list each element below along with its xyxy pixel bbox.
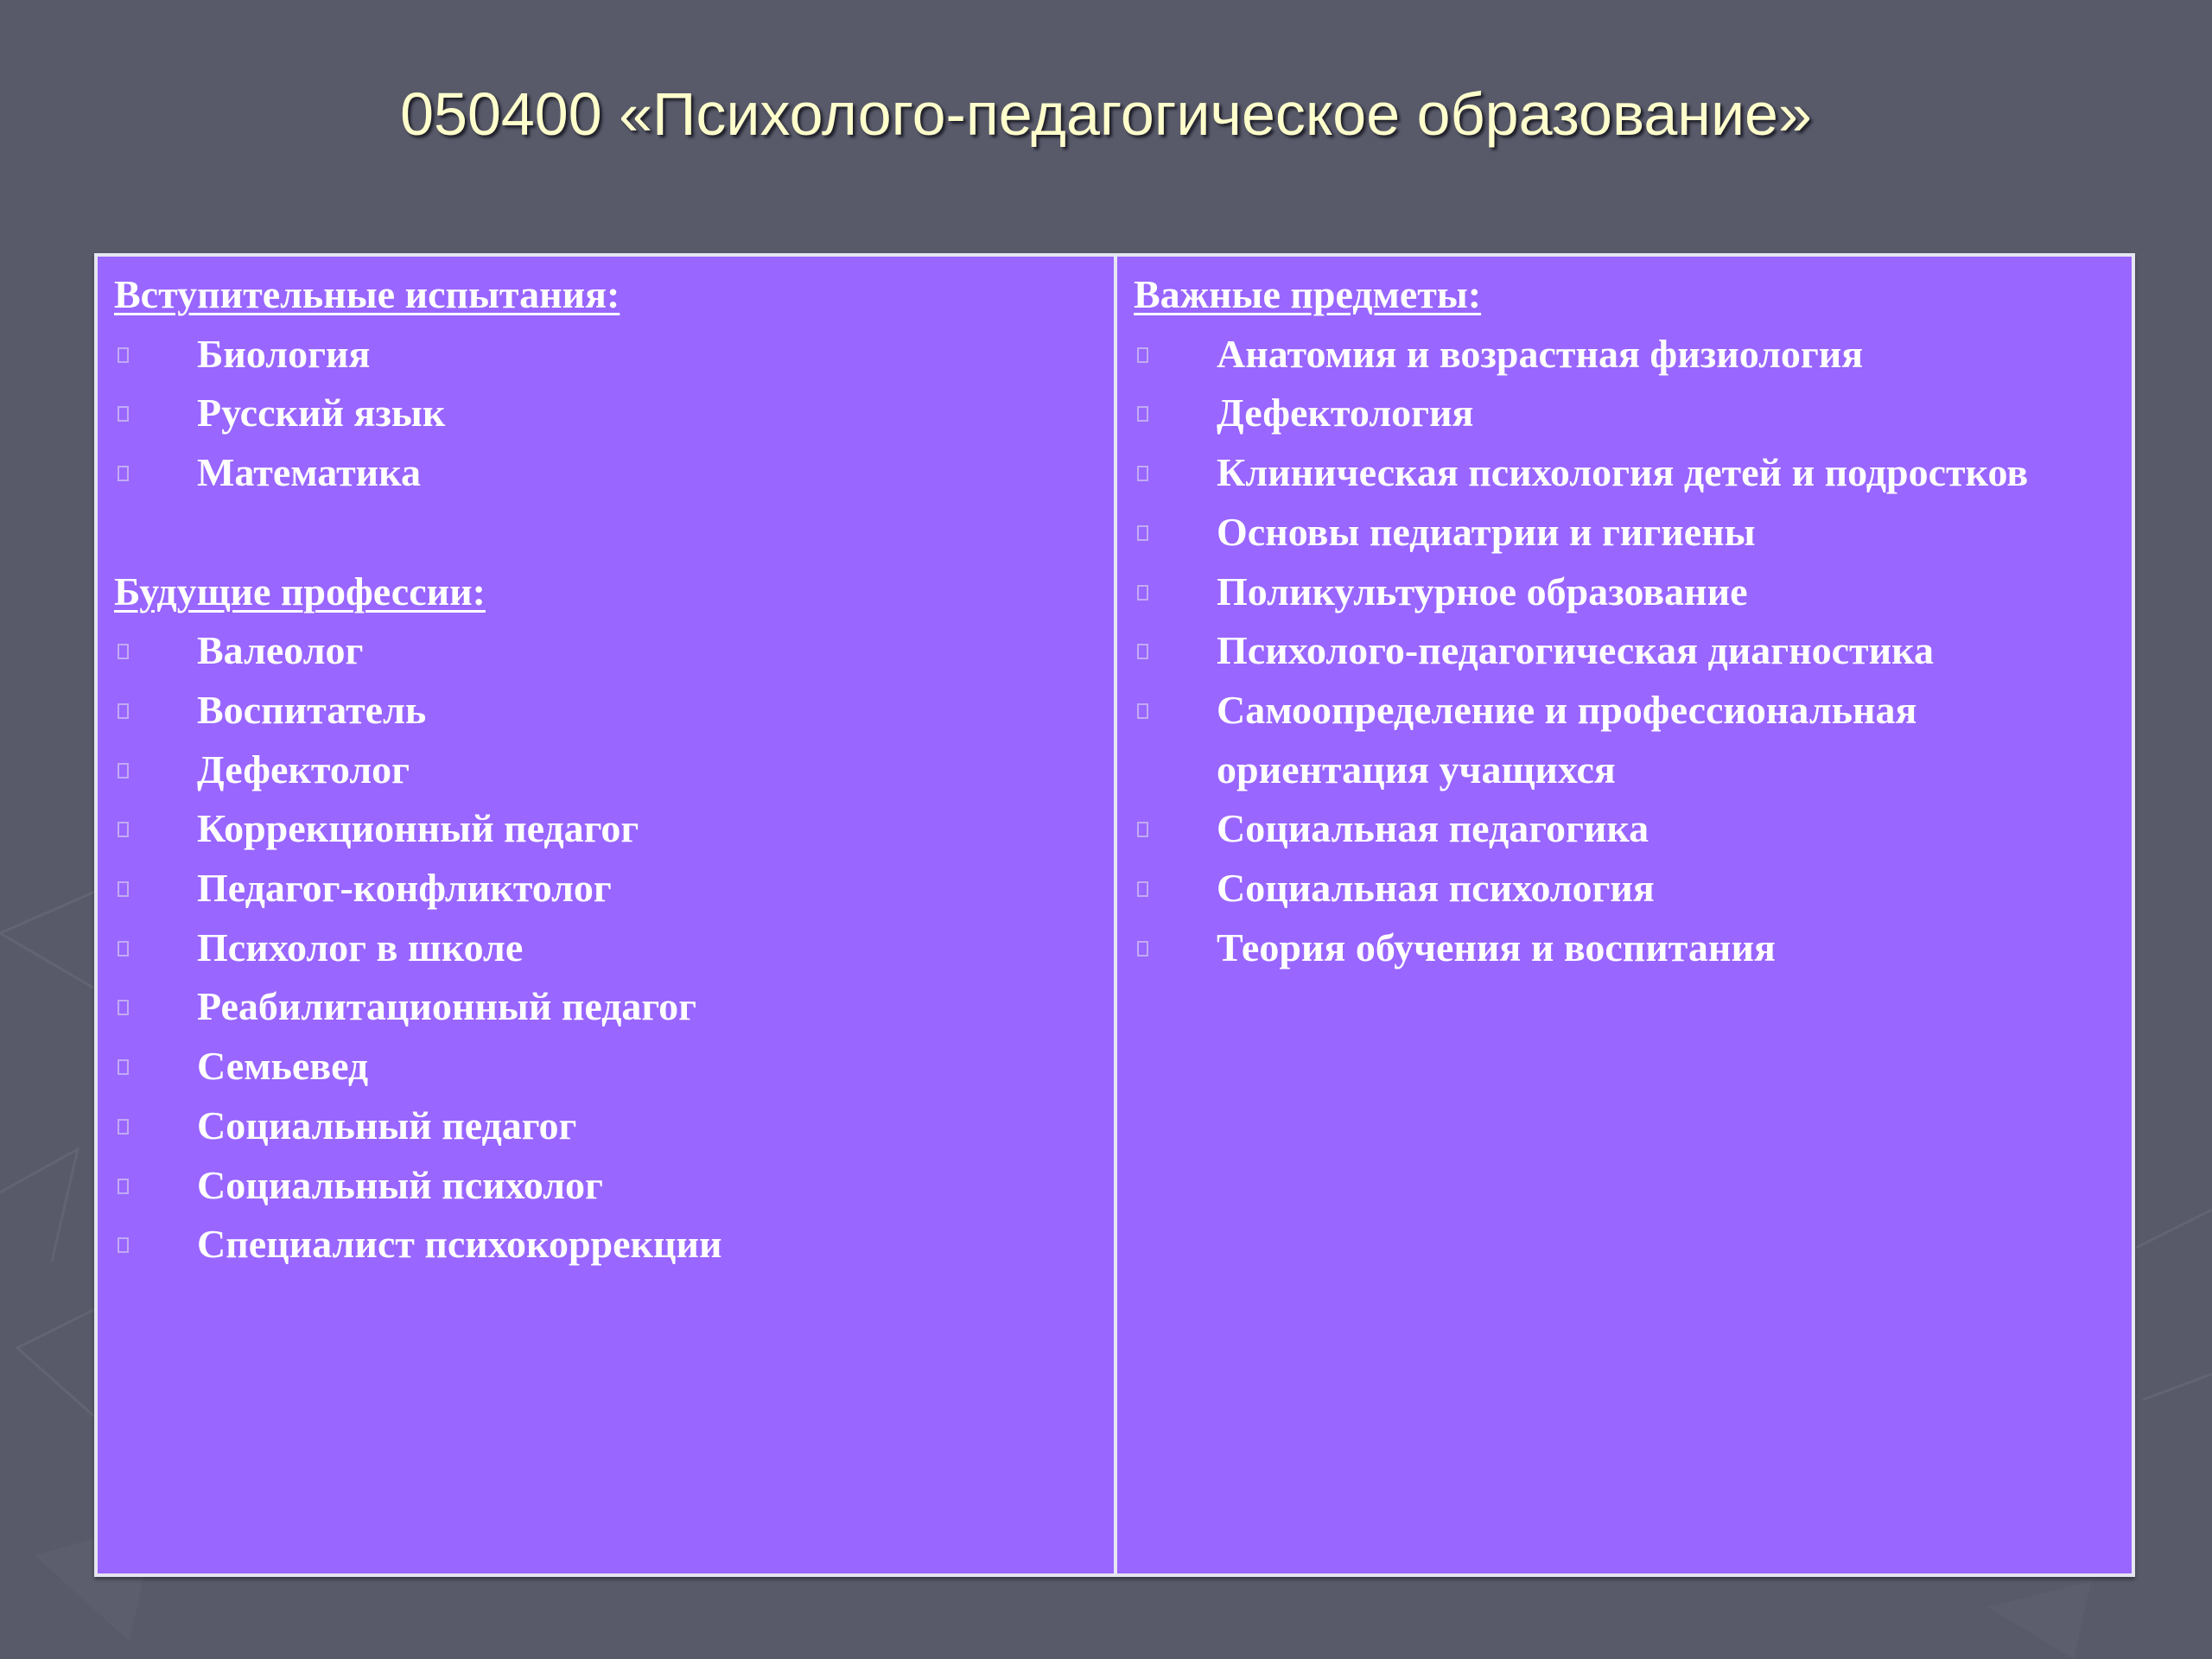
square-bullet-icon <box>1137 347 1148 363</box>
profession: Психолог в школе <box>197 925 524 969</box>
list-item <box>1134 563 2132 622</box>
profession: Реабилитационный педагог <box>197 984 697 1029</box>
list-item <box>114 1215 1114 1274</box>
list-item <box>114 918 1114 978</box>
profession: Социальный педагог <box>197 1103 577 1147</box>
list-item <box>1134 325 2132 385</box>
profession: Дефектолог <box>197 747 410 791</box>
square-bullet-icon <box>118 347 129 363</box>
list-item <box>114 681 1114 741</box>
list-item <box>114 621 1114 681</box>
exams-heading: Вступительные испытания: <box>114 272 620 316</box>
list-item <box>114 1096 1114 1156</box>
square-bullet-icon <box>118 763 129 779</box>
section-spacer <box>114 503 1114 563</box>
list-item <box>1134 443 2132 503</box>
subject: Социальная педагогика <box>1217 806 1649 851</box>
profession: Воспитатель <box>197 687 427 732</box>
professions-heading: Будущие профессии: <box>114 569 486 613</box>
subject: Социальная психология <box>1217 866 1655 911</box>
slide-title: 050400 «Психолого-педагогическое образование» <box>400 80 1812 148</box>
profession: Педагог-конфликтолог <box>197 866 612 911</box>
exam-subject: Русский язык <box>197 391 446 435</box>
square-bullet-icon <box>1137 525 1148 541</box>
square-bullet-icon <box>1137 585 1148 601</box>
list-item <box>114 799 1114 859</box>
list-item <box>114 859 1114 918</box>
list-item <box>1134 918 2132 978</box>
subject: Анатомия и возрастная физиология <box>1217 331 1864 376</box>
list-item <box>114 741 1114 800</box>
list-item <box>114 384 1114 443</box>
square-bullet-icon <box>118 703 129 719</box>
list-item <box>1134 681 2132 799</box>
list-item <box>114 443 1114 503</box>
subject-line: ориентация учащихся <box>1217 747 1616 791</box>
square-bullet-icon <box>118 1179 129 1194</box>
subject: Теория обучения и воспитания <box>1217 925 1776 969</box>
square-bullet-icon <box>118 881 129 897</box>
square-bullet-icon <box>118 1237 129 1253</box>
profession: Семьевед <box>197 1044 369 1089</box>
list-item <box>114 325 1114 385</box>
profession: Специалист психокоррекции <box>197 1222 722 1267</box>
square-bullet-icon <box>118 941 129 957</box>
square-bullet-icon <box>1137 466 1148 481</box>
square-bullet-icon <box>118 1059 129 1075</box>
subject: Поликультурное образование <box>1217 569 1748 613</box>
list-item <box>1134 859 2132 918</box>
subject-line: Самоопределение и профессиональная <box>1217 687 1917 732</box>
subject: Основы педиатрии и гигиены <box>1217 509 1756 554</box>
subject: Клиническая психология детей и подростков <box>1217 450 2029 495</box>
list-item <box>1134 799 2132 859</box>
subject: Дефектология <box>1217 391 1474 435</box>
square-bullet-icon <box>1137 644 1148 659</box>
content-table <box>94 253 2135 1577</box>
square-bullet-icon <box>1137 941 1148 957</box>
list-item <box>114 1037 1114 1096</box>
square-bullet-icon <box>1137 703 1148 719</box>
square-bullet-icon <box>118 1000 129 1015</box>
profession: Коррекционный педагог <box>197 806 639 851</box>
subject: Психолого-педагогическая диагностика <box>1217 628 1934 673</box>
profession: Валеолог <box>197 628 364 673</box>
square-bullet-icon <box>1137 406 1148 422</box>
square-bullet-icon <box>1137 881 1148 897</box>
left-column <box>98 257 1117 1573</box>
subjects-heading: Важные предметы: <box>1134 272 1482 316</box>
list-item <box>114 977 1114 1037</box>
exam-subject: Математика <box>197 450 421 495</box>
square-bullet-icon <box>118 822 129 837</box>
square-bullet-icon <box>118 466 129 481</box>
list-item <box>1134 621 2132 681</box>
square-bullet-icon <box>118 1119 129 1135</box>
square-bullet-icon <box>118 644 129 659</box>
right-column <box>1117 257 2132 1573</box>
square-bullet-icon <box>1137 822 1148 837</box>
profession: Социальный психолог <box>197 1162 603 1207</box>
square-bullet-icon <box>118 406 129 422</box>
list-item <box>1134 503 2132 563</box>
list-item <box>114 1156 1114 1216</box>
exam-subject: Биология <box>197 331 371 376</box>
list-item <box>1134 384 2132 443</box>
